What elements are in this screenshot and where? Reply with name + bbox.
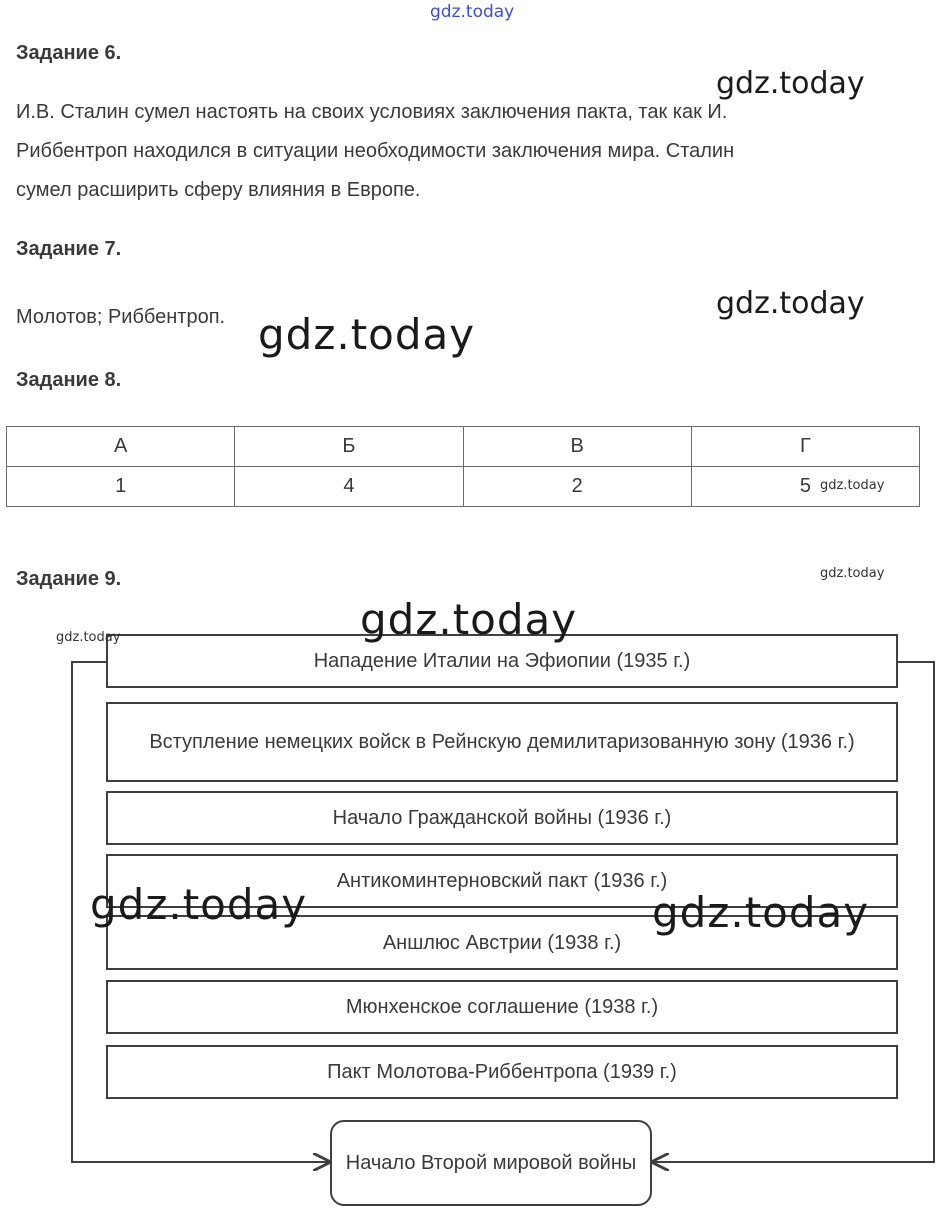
event-box: Аншлюс Австрии (1938 г.) [106,915,898,970]
task8-heading: Задание 8. [16,369,122,391]
event-box: Вступление немецких войск в Рейнскую демилитаризованную зону (1936 г.) [106,702,898,782]
table-cell: 4 [235,467,463,507]
table-header-cell: Г [691,427,919,467]
task6-line: И.В. Сталин сумел настоять на своих условиях заключения пакта, так как И. [16,101,728,123]
table-cell: 1 [7,467,235,507]
event-box: Начало Гражданской войны (1936 г.) [106,791,898,845]
watermark-top: gdz.today [430,2,515,22]
watermark: gdz.today [90,880,308,929]
table-header-cell: Б [235,427,463,467]
event-box: Нападение Италии на Эфиопии (1935 г.) [106,634,898,688]
event-box: Антикоминтерновский пакт (1936 г.) [106,854,898,908]
table-header-cell: А [7,427,235,467]
watermark: gdz.today [820,478,885,493]
result-box: Начало Второй мировой войны [330,1120,652,1206]
task7-answer: Молотов; Риббентроп. [16,306,226,328]
watermark: gdz.today [716,66,865,101]
watermark: gdz.today [820,566,885,581]
table-cell: 2 [463,467,691,507]
watermark: gdz.today [716,286,865,321]
watermark: gdz.today [56,630,121,645]
table-header-cell: В [463,427,691,467]
watermark: gdz.today [652,888,870,937]
event-box: Мюнхенское соглашение (1938 г.) [106,980,898,1034]
task6-line: сумел расширить сферу влияния в Европе. [16,179,421,201]
watermark: gdz.today [360,595,578,644]
task9-heading: Задание 9. [16,568,122,590]
task7-heading: Задание 7. [16,238,122,260]
event-box: Пакт Молотова-Риббентропа (1939 г.) [106,1045,898,1099]
watermark: gdz.today [258,310,476,359]
task6-line: Риббентроп находился в ситуации необходимости заключения мира. Сталин [16,140,735,162]
table-cell: 5 [691,467,919,507]
task6-heading: Задание 6. [16,42,122,64]
